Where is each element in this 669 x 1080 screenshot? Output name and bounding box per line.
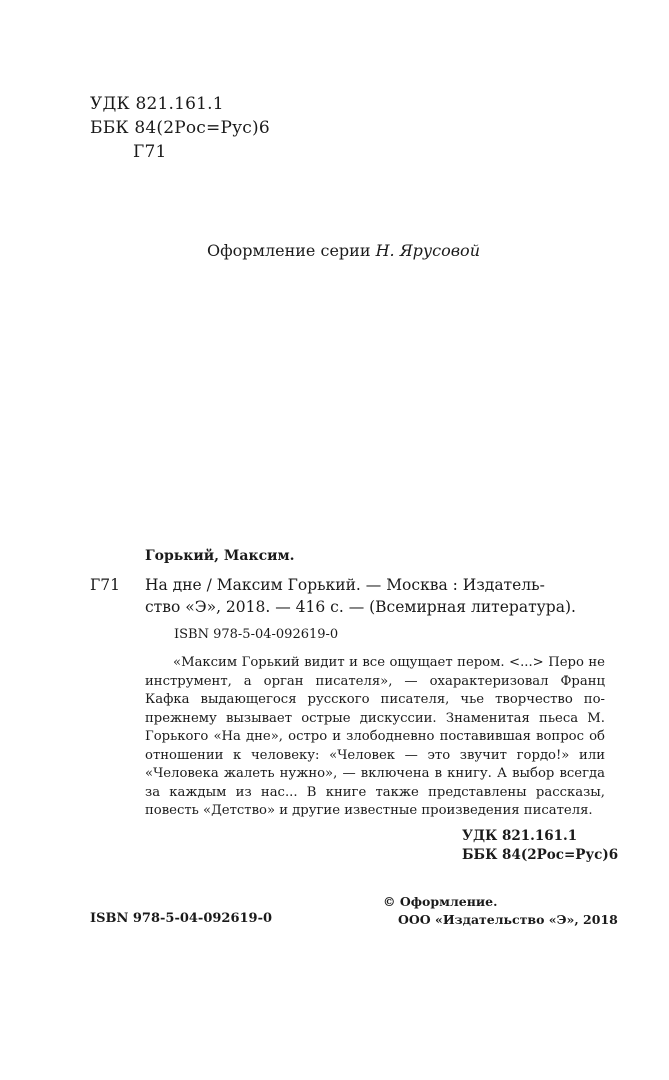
bbk-code: ББК 84(2Рос=Рус)6 <box>90 118 270 138</box>
series-designer-name: Н. Ярусовой <box>375 241 480 260</box>
series-design-label: Оформление серии <box>207 241 371 260</box>
catalog-udk: УДК 821.161.1 <box>462 828 578 844</box>
catalog-isbn: ISBN 978-5-04-092619-0 <box>174 627 339 642</box>
catalog-author-mark: Г71 <box>90 576 120 594</box>
annotation-text: «Максим Горький видит и все ощущает пером. <...> Перо не инструмент, а орган писателя», — охарактеризовал Франц Кафка выдающегося русского писателя, чье творчество по-прежнему вызывает острые дискуссии. Знаменитая пьеса М. Горького «На дне», остро и злободневно поставившая вопрос об отношении к человеку: «Человек — это звучит гордо!» или «Человека жалеть нужно», — включена в книгу. А выбор всегда за каждым из нас... В книге также представлены рассказы, повесть «Детство» и другие известные произведения писателя. <box>145 655 605 818</box>
series-design-credit <box>207 241 480 260</box>
copyright-line-2: ООО «Издательство «Э», 2018 <box>398 912 618 927</box>
catalog-annotation <box>145 654 605 821</box>
catalog-bbk: ББК 84(2Рос=Рус)6 <box>462 847 619 863</box>
author-mark: Г71 <box>133 142 167 162</box>
catalog-entry-line-1: На дне / Максим Горький. — Москва : Издатель- <box>145 576 545 594</box>
copyright-line-1: © Оформление. <box>383 894 498 909</box>
catalog-entry-line-2: ство «Э», 2018. — 416 с. — (Всемирная литература). <box>145 598 576 616</box>
catalog-author: Горький, Максим. <box>145 548 295 564</box>
footer-isbn: ISBN 978-5-04-092619-0 <box>90 911 273 926</box>
udk-code: УДК 821.161.1 <box>90 94 224 114</box>
